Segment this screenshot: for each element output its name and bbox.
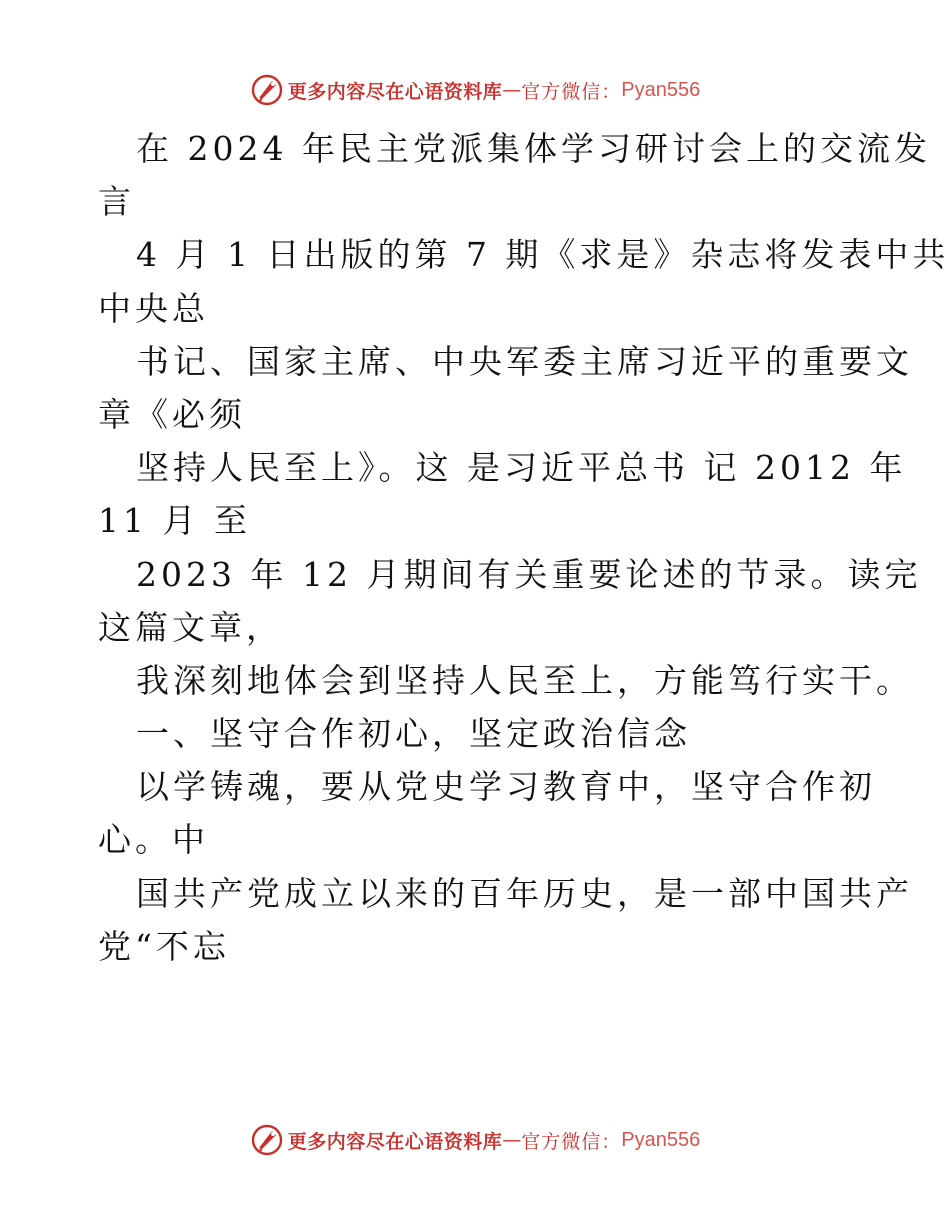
quill-pen-in-circle-icon <box>250 73 284 107</box>
body-line: 国共产党成立以来的百年历史，是一部中国共产 <box>136 873 913 913</box>
header-banner <box>0 70 950 110</box>
banner-dash: — <box>502 1129 522 1151</box>
document-body <box>98 122 950 973</box>
banner-dash: — <box>502 79 522 101</box>
body-line: 坚持人民至上》。这 是习近平总书 记 2012 年 <box>136 448 907 488</box>
body-line: 我深刻地体会到坚持人民至上，方能笃行实干。 <box>136 660 913 700</box>
banner-account-id: Pyan556 <box>621 1128 701 1151</box>
banner-main-text: 更多内容尽在心语资料库 <box>287 80 503 103</box>
body-line: 心。中 <box>98 820 209 860</box>
body-line: 4 月 1 日出版的第 7 期《求是》杂志将发表中共 <box>136 235 950 275</box>
body-line: 11 月 至 <box>98 501 251 541</box>
banner-wechat-label: 官方微信： <box>521 1130 622 1153</box>
quill-pen-in-circle-icon <box>250 1123 284 1157</box>
body-line: 这篇文章， <box>98 607 283 647</box>
body-line: 言 <box>98 182 135 222</box>
banner-main-text: 更多内容尽在心语资料库 <box>287 1130 503 1153</box>
body-line: 以学铸魂，要从党史学习教育中，坚守合作初 <box>136 767 876 807</box>
banner-wechat-label: 官方微信： <box>521 80 622 103</box>
section-heading: 一、坚守合作初心，坚定政治信念 <box>136 714 691 754</box>
body-line: 在 2024 年民主党派集体学习研讨会上的交流发 <box>136 129 931 168</box>
banner-account-id: Pyan556 <box>621 78 701 101</box>
body-line: 书记、国家主席、中央军委主席习近平的重要文 <box>136 341 913 381</box>
footer-banner <box>0 1120 950 1160</box>
body-line: 2023 年 12 月期间有关重要论述的节录。读完 <box>136 554 922 594</box>
body-line: 中央总 <box>98 288 209 328</box>
body-line: 章《必须 <box>98 394 246 434</box>
body-line: 党“不忘 <box>98 926 230 966</box>
